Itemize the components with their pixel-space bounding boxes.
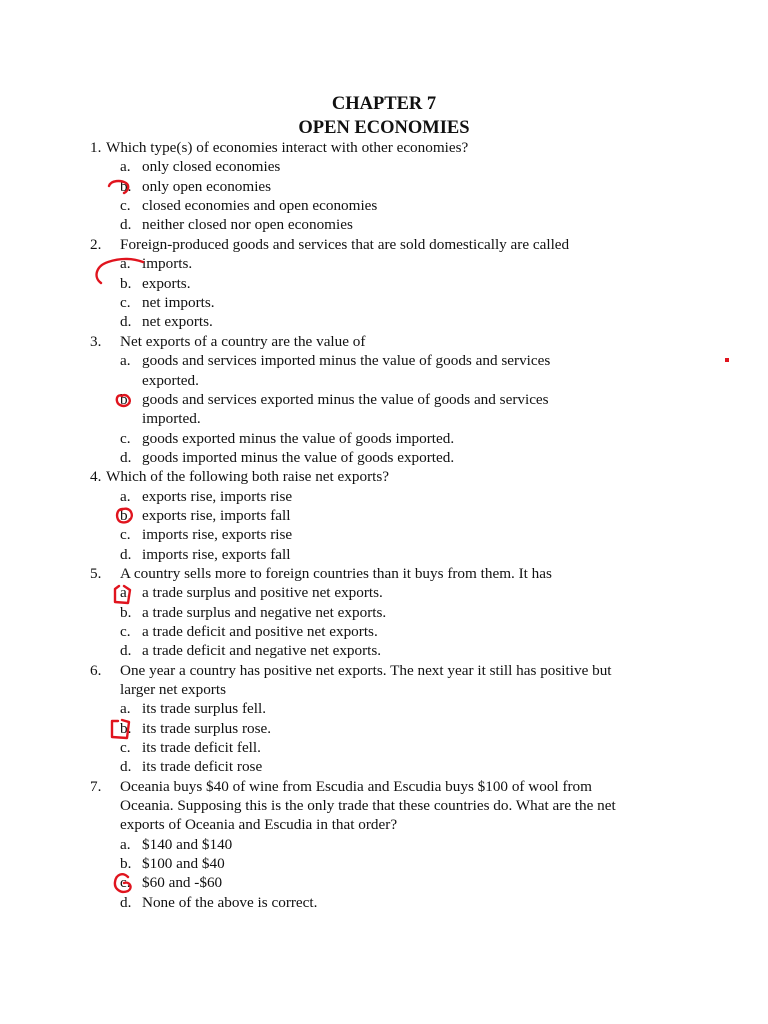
- question-text: One year a country has positive net exports. The next year it still has positive but: [120, 662, 612, 679]
- question-text: Foreign-produced goods and services that are sold domestically are called: [120, 236, 570, 253]
- question-text: Net exports of a country are the value of: [120, 333, 366, 350]
- chapter-heading: CHAPTER 7: [331, 94, 437, 114]
- stray-ink-dot: [725, 358, 729, 362]
- question-number: 7.: [90, 778, 102, 795]
- question-number: 4.: [90, 468, 102, 485]
- question-number: 3.: [90, 333, 102, 350]
- question-text: A country sells more to foreign countries than it buys from them. It has: [120, 565, 552, 582]
- question-text: Oceania buys $40 of wine from Escudia and Escudia buys $100 of wool from: [120, 778, 592, 795]
- chapter-title: OPEN ECONOMIES: [298, 118, 470, 138]
- question-number: 2.: [90, 236, 102, 253]
- question-number: 6.: [90, 662, 102, 679]
- question-text: Which type(s) of economies interact with other economies?: [106, 139, 469, 156]
- question-text: Which of the following both raise net exports?: [106, 468, 390, 485]
- question-number: 1.: [90, 139, 102, 156]
- question-number: 5.: [90, 565, 102, 582]
